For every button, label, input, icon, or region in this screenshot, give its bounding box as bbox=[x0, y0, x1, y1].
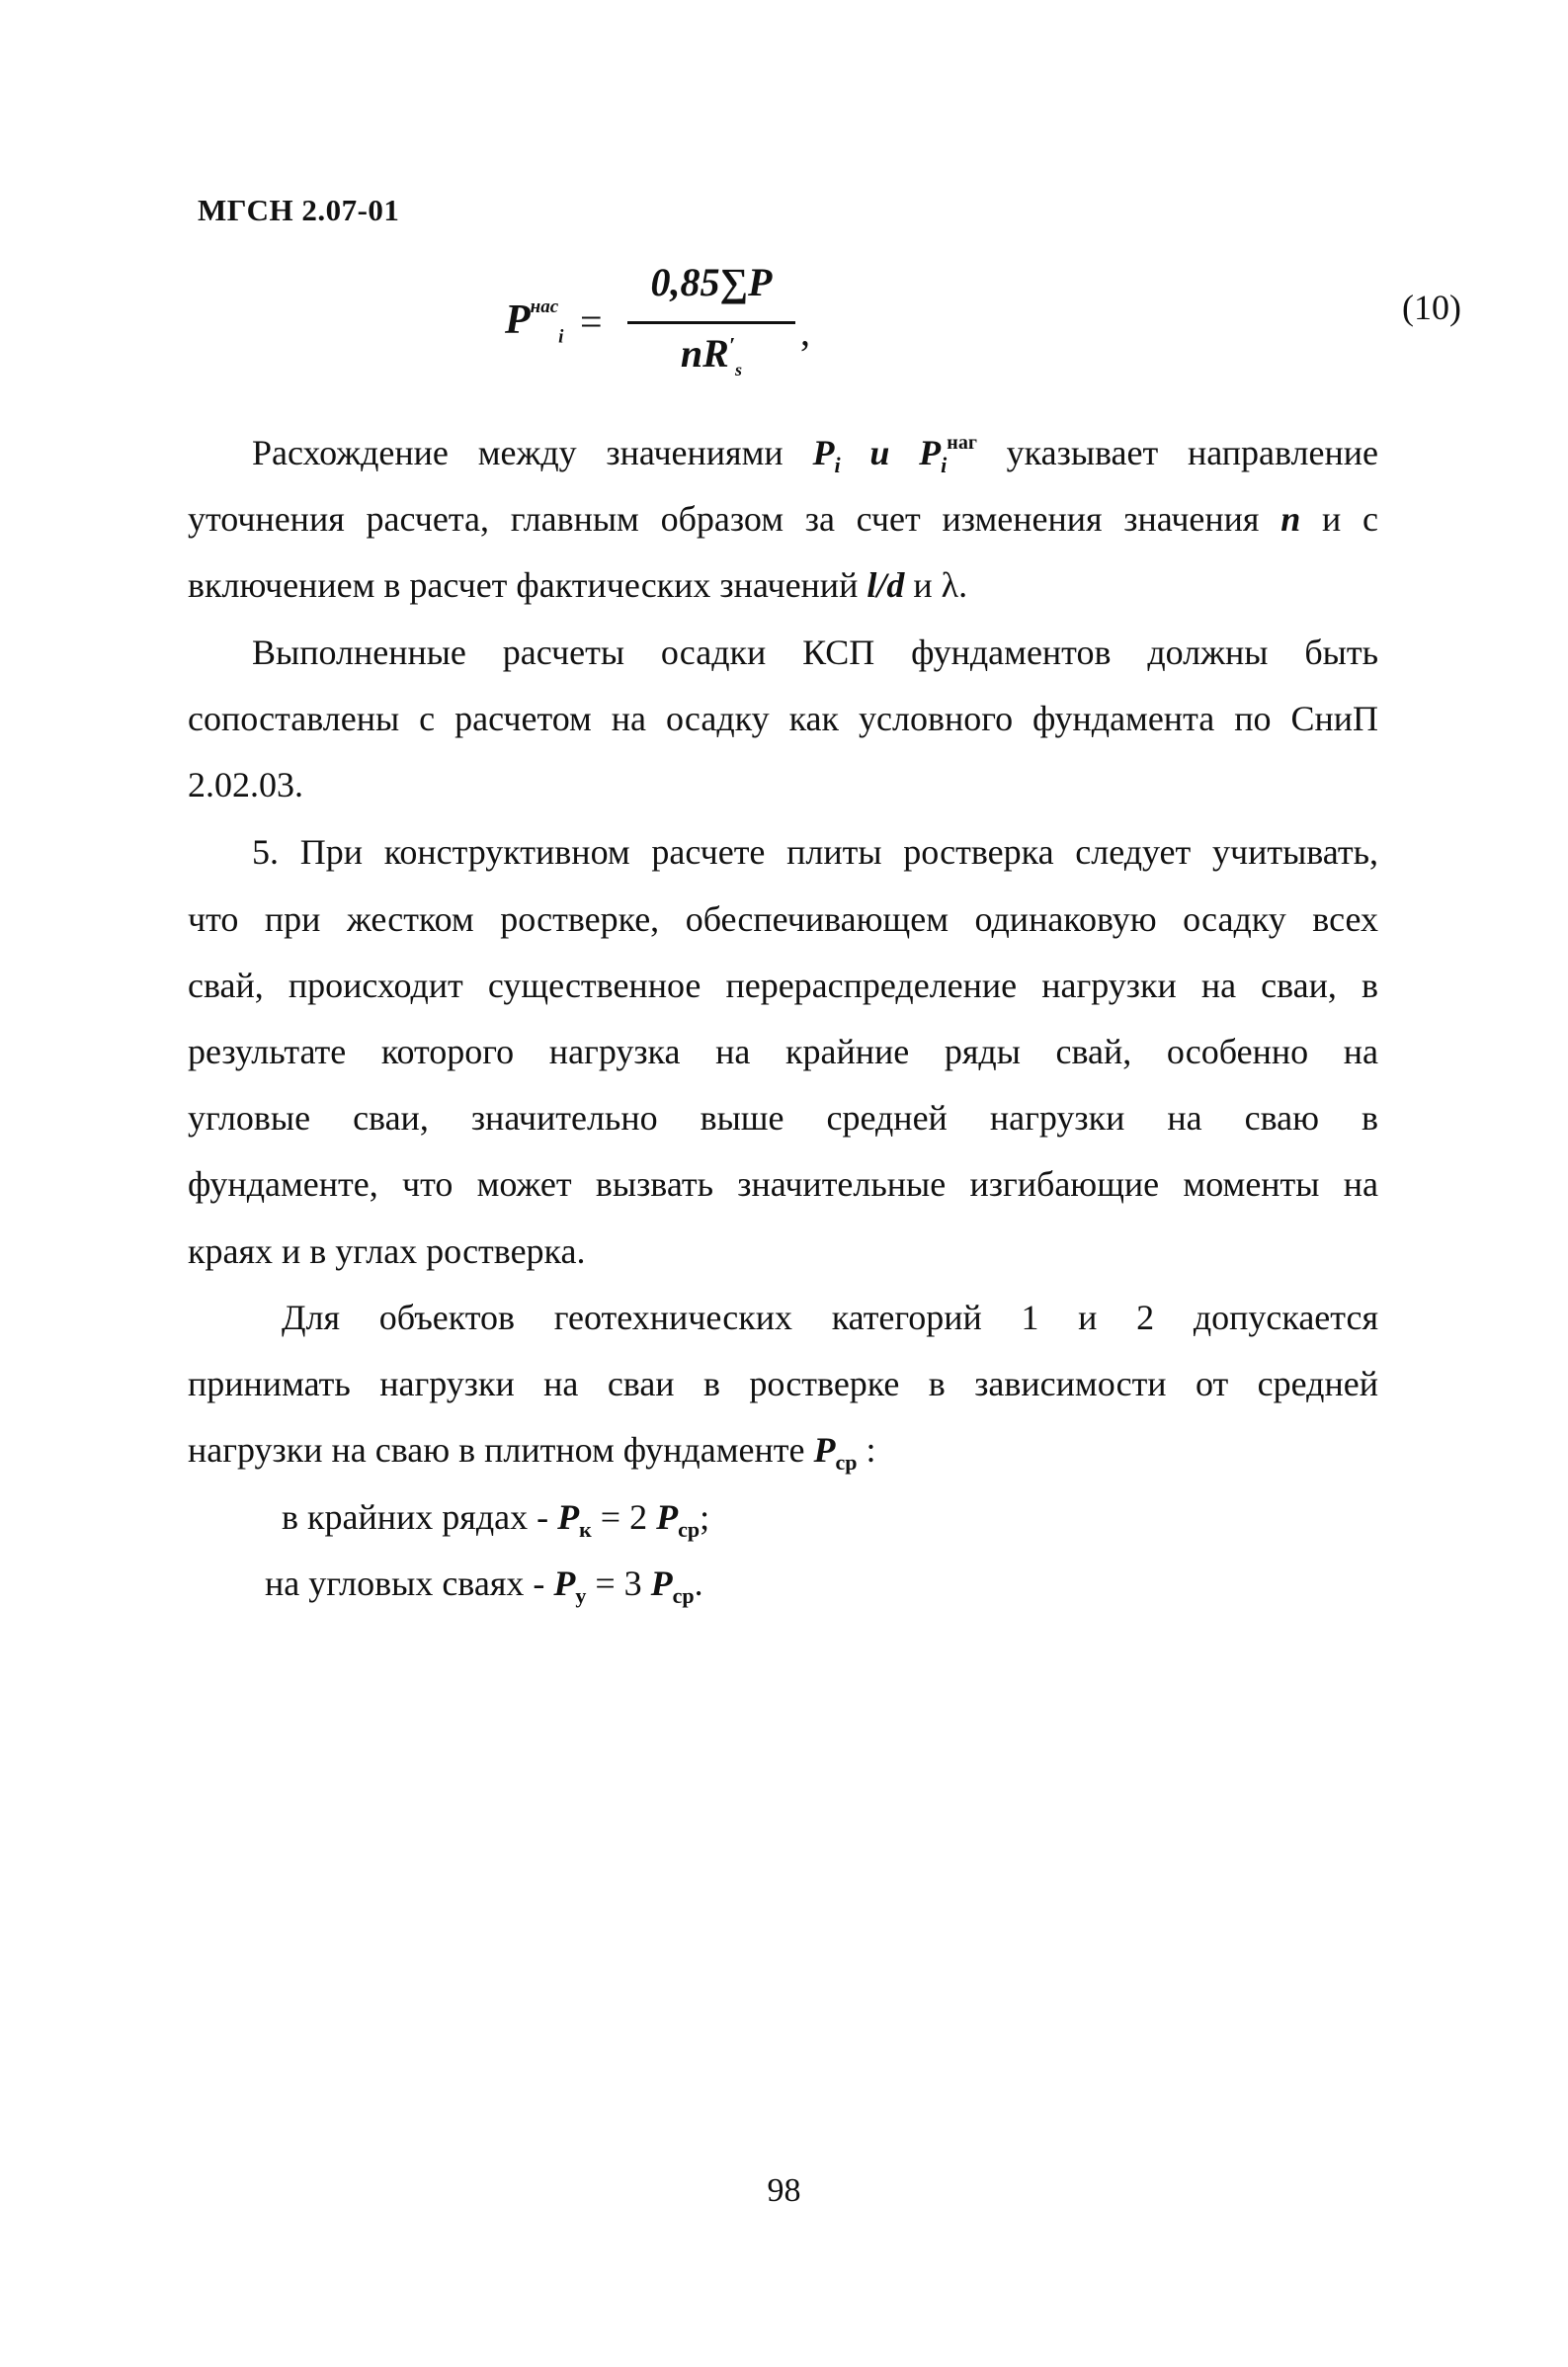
para4-line1: Для объектов геотехнических категорий 1 и 2 допускается bbox=[282, 1298, 1378, 1337]
text: уточнения расчета, главным образом за счет изменения значения bbox=[188, 499, 1281, 539]
formula-lhs-symbol: P bbox=[505, 297, 531, 343]
sub-sr: ср bbox=[678, 1517, 701, 1542]
para3-line6: фундаменте, что может вызвать значительные изгибающие моменты на bbox=[188, 1164, 1378, 1204]
para3-line2: что при жестком ростверке, обеспечивающем одинаковую осадку всех bbox=[188, 899, 1378, 939]
text: Расхождение между значениями bbox=[252, 433, 813, 472]
formula-equals: = bbox=[580, 299, 603, 344]
para2-line1: Выполненные расчеты осадки КСП фундаментов должны быть bbox=[252, 633, 1378, 672]
para3-line1: 5. При конструктивном расчете плиты ростверка следует учитывать, bbox=[252, 832, 1378, 872]
formula-den-sub: s bbox=[735, 360, 743, 380]
formula-lhs-sup: нас bbox=[530, 296, 559, 317]
text: и λ. bbox=[904, 565, 968, 605]
formula-comma: , bbox=[800, 309, 810, 354]
row-edge bbox=[282, 1497, 1472, 1542]
para4-line2: принимать нагрузки на сваи в ростверке в зависимости от средней bbox=[188, 1364, 1378, 1403]
text: = 3 bbox=[586, 1564, 651, 1603]
symbol-p: P bbox=[813, 1430, 836, 1470]
formula-lhs-sub: i bbox=[558, 326, 564, 348]
symbol-p: P bbox=[656, 1497, 679, 1537]
text: нагрузки на сваю в плитном фундаменте bbox=[188, 1430, 814, 1470]
text-and: и bbox=[840, 433, 920, 472]
formula-lhs bbox=[505, 296, 563, 348]
text: : bbox=[857, 1430, 876, 1470]
para3-line7: краях и в углах ростверка. bbox=[188, 1231, 586, 1271]
text: = 2 bbox=[591, 1497, 657, 1537]
para2-line3: 2.02.03. bbox=[188, 765, 303, 804]
symbol-n: n bbox=[1280, 499, 1301, 539]
text: включением в расчет фактических значений bbox=[188, 565, 867, 605]
row-corner bbox=[265, 1564, 1455, 1608]
fraction-bar bbox=[627, 321, 795, 324]
sub-i: i bbox=[941, 453, 948, 477]
sub-sr: ср bbox=[835, 1450, 858, 1475]
equation-number: (10) bbox=[1402, 288, 1461, 327]
para3-line4: результате которого нагрузка на крайние ряды свай, особенно на bbox=[188, 1032, 1378, 1071]
symbol-p: P bbox=[553, 1564, 576, 1603]
formula-10 bbox=[499, 259, 1013, 397]
para1-line1 bbox=[252, 433, 1378, 478]
formula-den-sup: ′ bbox=[728, 332, 736, 358]
text: . bbox=[694, 1564, 703, 1603]
document-header: МГСН 2.07-01 bbox=[198, 193, 400, 227]
text: на угловых сваях - bbox=[265, 1564, 554, 1603]
para1-line2 bbox=[188, 499, 1378, 539]
para3-line5: угловые сваи, значительно выше средней нагрузки на сваю в bbox=[188, 1098, 1378, 1138]
page-number: 98 bbox=[767, 2172, 801, 2209]
para1-line3 bbox=[188, 565, 1378, 605]
text: ; bbox=[700, 1497, 710, 1537]
text: указывает направление bbox=[976, 433, 1378, 472]
symbol-ld: l/d bbox=[867, 565, 905, 605]
formula-den-main: nR bbox=[680, 331, 729, 376]
sub-i: i bbox=[834, 453, 841, 477]
para4-line3 bbox=[188, 1430, 1378, 1475]
formula-denominator bbox=[632, 330, 790, 380]
formula-numerator: 0,85∑P bbox=[650, 260, 773, 304]
symbol-p: P bbox=[919, 433, 942, 472]
text: и с bbox=[1300, 499, 1378, 539]
para3-line3: свай, происходит существенное перераспределение нагрузки на сваи, в bbox=[188, 966, 1378, 1005]
text: в крайних рядах - bbox=[282, 1497, 558, 1537]
sub-k: к bbox=[579, 1517, 592, 1542]
para2-line2: сопоставлены с расчетом на осадку как условного фундамента по СниП bbox=[188, 699, 1378, 738]
sup-nag: наг bbox=[947, 432, 977, 454]
symbol-p: P bbox=[557, 1497, 580, 1537]
sub-u: у bbox=[575, 1583, 587, 1608]
symbol-p: P bbox=[650, 1564, 673, 1603]
sub-sr: ср bbox=[672, 1583, 695, 1608]
symbol-p: P bbox=[812, 433, 835, 472]
